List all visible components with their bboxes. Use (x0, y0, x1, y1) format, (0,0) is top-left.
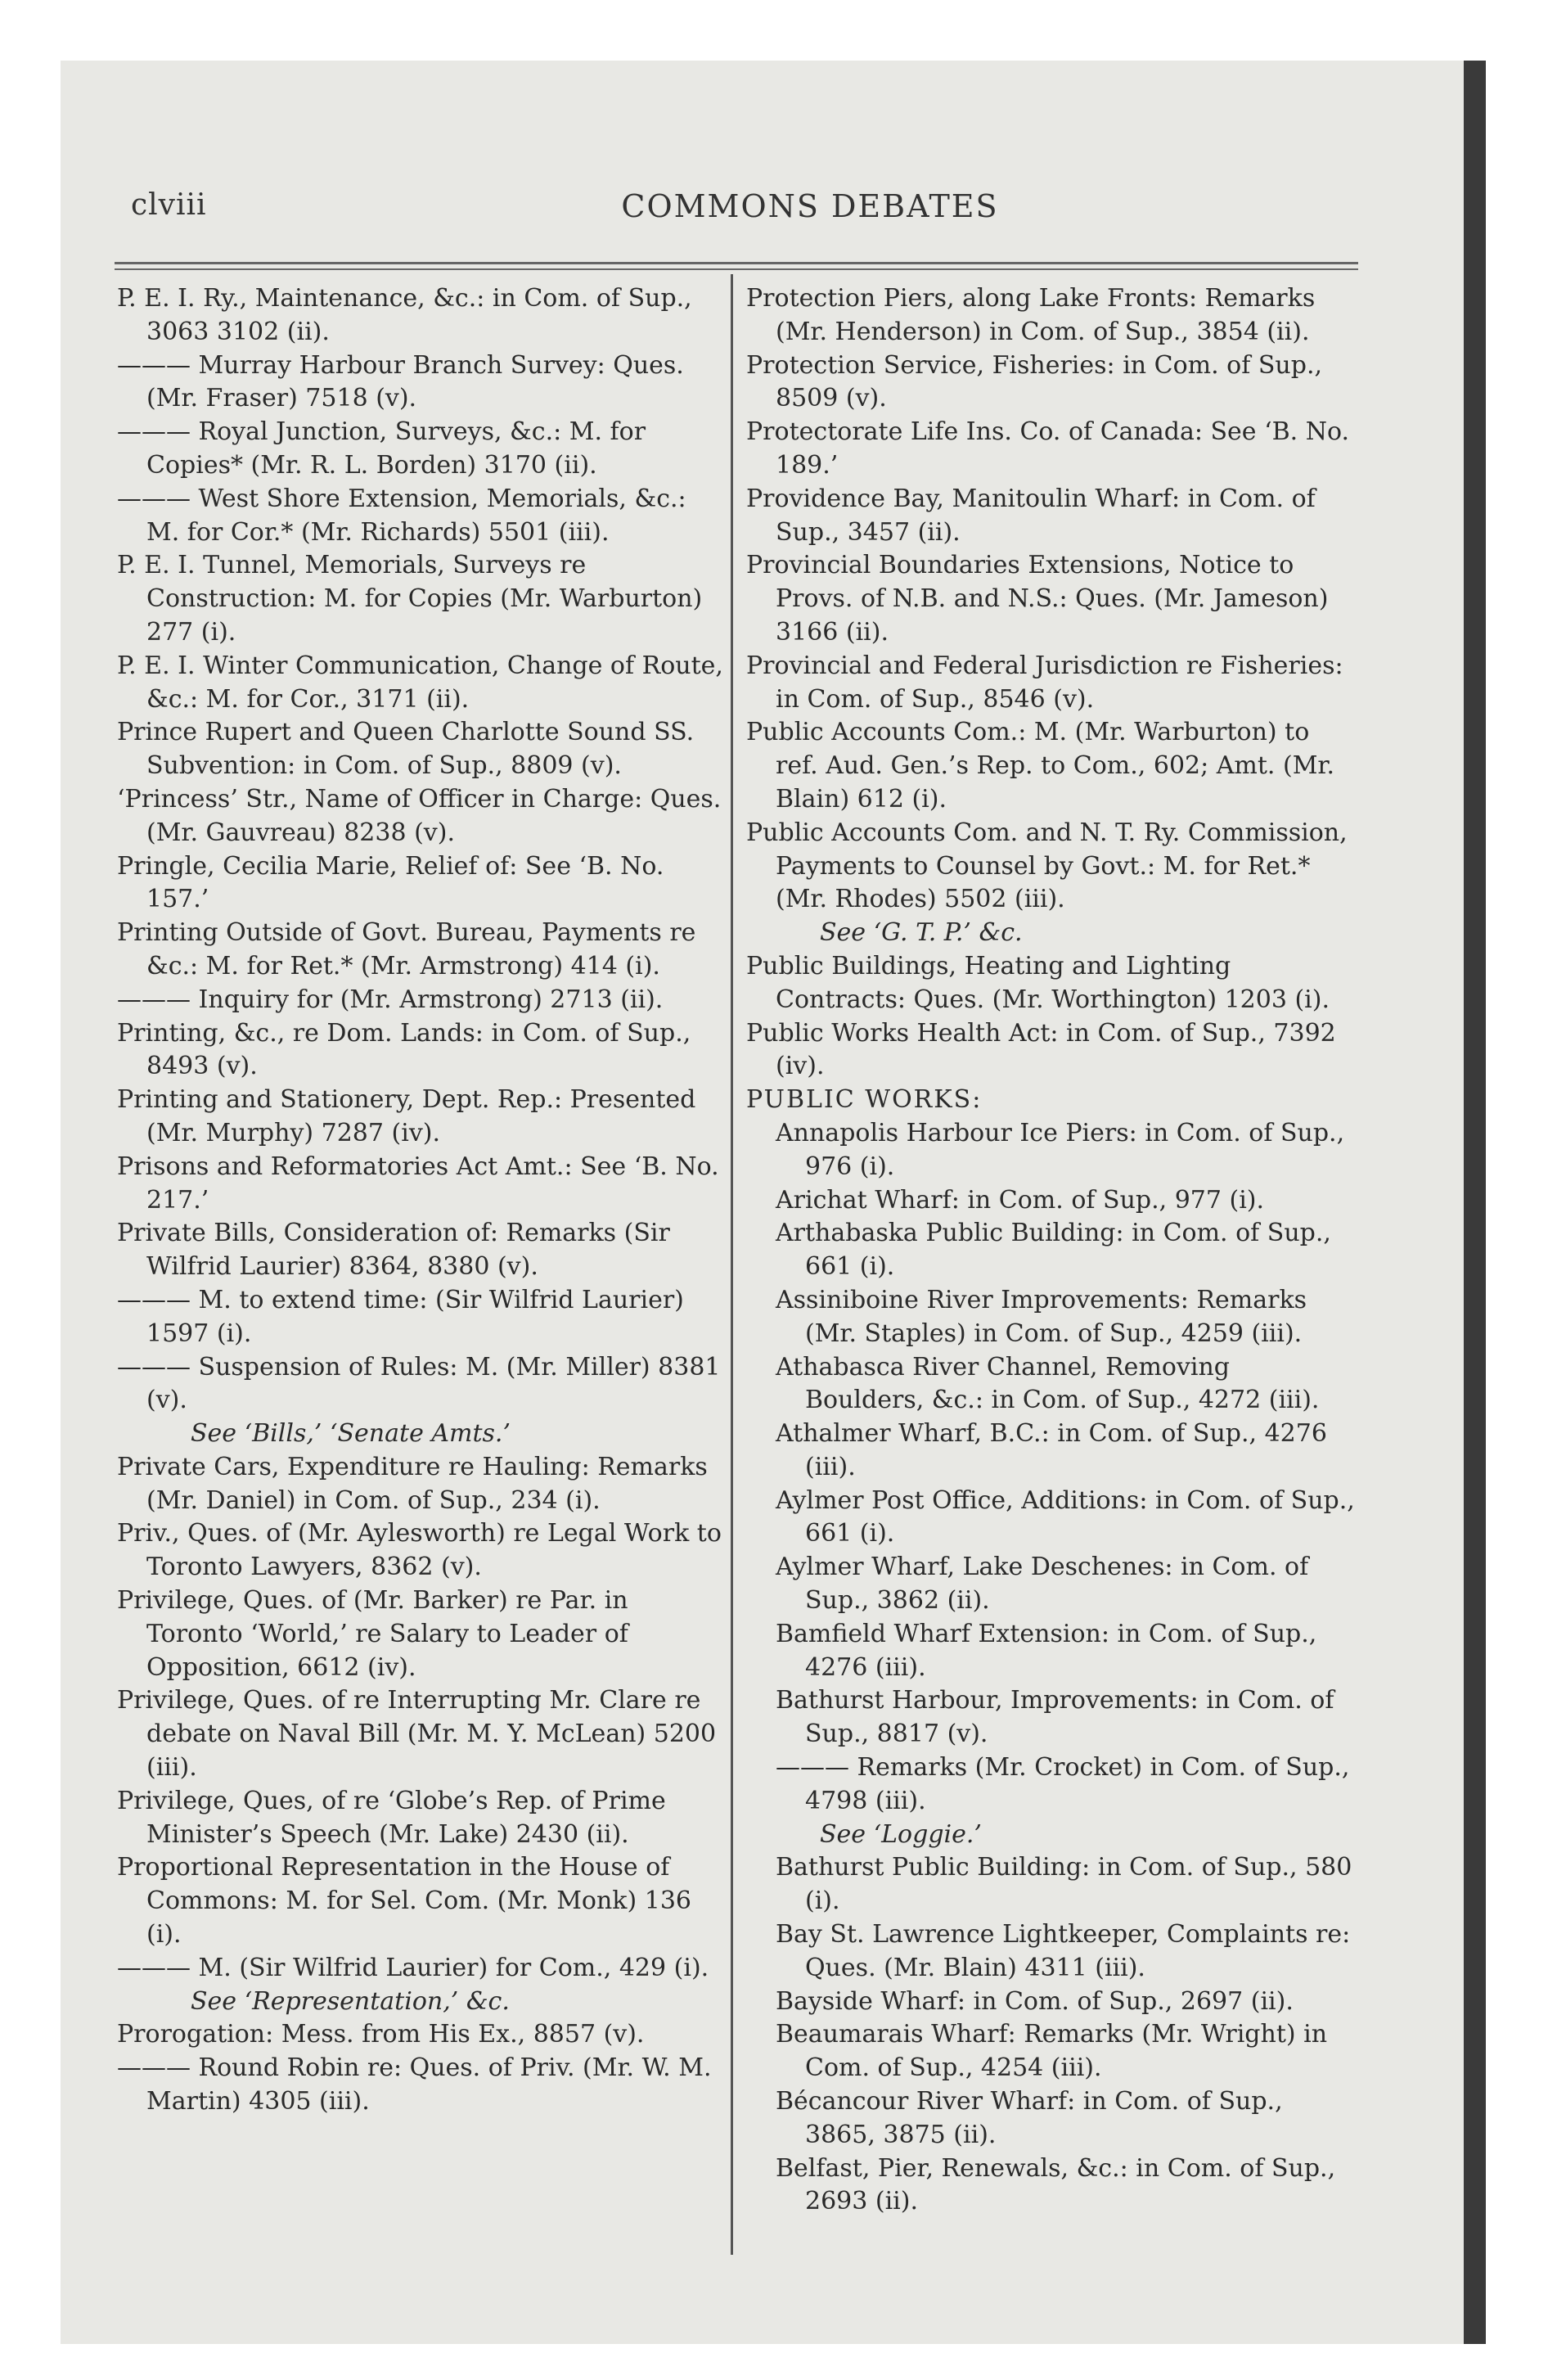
index-entry: Belfast, Pier, Renewals, &c.: in Com. of Sup., 2693 (ii). (776, 2153, 1336, 2216)
index-entry: ——— West Shore Extension, Memorials, &c.: M. for Cor.* (Mr. Richards) 5501 (iii). (117, 484, 686, 547)
index-entry: ——— Remarks (Mr. Crocket) in Com. of Sup., 4798 (iii). (776, 1753, 1350, 1815)
index-entry: Privilege, Ques. of (Mr. Barker) re Par. in Toronto ‘World,’ re Salary to Leader of Opposition, 6612 (iv). (117, 1586, 628, 1682)
see-reference: See ‘G. T. P.’ &c. (820, 918, 1023, 948)
index-entry: Priv., Ques. of (Mr. Aylesworth) re Legal Work to Toronto Lawyers, 8362 (v). (117, 1519, 722, 1582)
index-entry: ——— Suspension of Rules: M. (Mr. Miller) 8381 (v). (117, 1352, 721, 1415)
index-entry: Printing, &c., re Dom. Lands: in Com. of Sup., 8493 (v). (117, 1018, 691, 1081)
index-entry: Bay St. Lawrence Lightkeeper, Complaints re: Ques. (Mr. Blain) 4311 (iii). (776, 1920, 1351, 1982)
page-edge-shadow (1464, 61, 1486, 2344)
index-entry: P. E. I. Ry., Maintenance, &c.: in Com. of Sup., 3063 3102 (ii). (117, 284, 692, 346)
index-column-left (117, 282, 727, 2119)
see-reference: See ‘Representation,’ &c. (191, 1986, 510, 2016)
index-entry: Printing and Stationery, Dept. Rep.: Presented (Mr. Murphy) 7287 (iv). (117, 1085, 696, 1147)
index-entry: Prince Rupert and Queen Charlotte Sound SS. Subvention: in Com. of Sup., 8809 (v). (117, 718, 695, 781)
index-entry: Provincial and Federal Jurisdiction re Fisheries: in Com. of Sup., 8546 (v). (746, 651, 1343, 714)
index-entry: Public Works Health Act: in Com. of Sup., 7392 (iv). (746, 1018, 1336, 1081)
index-entry: Printing Outside of Govt. Bureau, Payments re &c.: M. for Ret.* (Mr. Armstrong) 414 (i). (117, 918, 696, 980)
index-entry: Bathurst Public Building: in Com. of Sup., 580 (i). (776, 1853, 1352, 1916)
index-entry: Arichat Wharf: in Com. of Sup., 977 (i). (776, 1185, 1265, 1215)
running-title: COMMONS DEBATES (621, 188, 999, 224)
index-entry: ——— Royal Junction, Surveys, &c.: M. for Copies* (Mr. R. L. Borden) 3170 (ii). (117, 417, 646, 480)
column-divider (731, 274, 733, 2255)
index-entry: Bamfield Wharf Extension: in Com. of Sup., 4276 (iii). (776, 1619, 1317, 1682)
index-entry: Protection Service, Fisheries: in Com. of Sup., 8509 (v). (746, 350, 1323, 413)
index-entry: Aylmer Post Office, Additions: in Com. of Sup., 661 (i). (776, 1485, 1355, 1548)
index-entry: Protectorate Life Ins. Co. of Canada: See ‘B. No. 189.’ (746, 417, 1350, 480)
index-entry: Bécancour River Wharf: in Com. of Sup., 3865, 3875 (ii). (776, 2087, 1283, 2149)
see-reference: See ‘Loggie.’ (820, 1819, 982, 1849)
index-entry: ——— M. (Sir Wilfrid Laurier) for Com., 429 (i). (117, 1953, 709, 1982)
index-column-right (746, 282, 1356, 2219)
index-entry: Proportional Representation in the House of Commons: M. for Sel. Com. (Mr. Monk) 136 (i). (117, 1853, 691, 1950)
index-entry: Public Accounts Com.: M. (Mr. Warburton) to ref. Aud. Gen.’s Rep. to Com., 602; Amt. (Mr. Blain) 612 (i). (746, 718, 1334, 814)
index-entry: Provincial Boundaries Extensions, Notice to Provs. of N.B. and N.S.: Ques. (Mr. Jameson) 3166 (ii). (746, 551, 1329, 647)
index-entry: Protection Piers, along Lake Fronts: Remarks (Mr. Henderson) in Com. of Sup., 3854 (ii). (746, 284, 1316, 346)
section-heading: PUBLIC WORKS: (746, 1085, 983, 1115)
index-entry: Public Accounts Com. and N. T. Ry. Commission, Payments to Counsel by Govt.: M. for Ret.* (Mr. Rhodes) 5502 (iii). (746, 818, 1348, 914)
index-entry: Pringle, Cecilia Marie, Relief of: See ‘B. No. 157.’ (117, 851, 664, 914)
index-entry: Private Bills, Consideration of: Remarks (Sir Wilfrid Laurier) 8364, 8380 (v). (117, 1219, 670, 1282)
see-reference: See ‘Bills,’ ‘Senate Amts.’ (191, 1419, 511, 1449)
index-entry: Bayside Wharf: in Com. of Sup., 2697 (ii). (776, 1986, 1294, 2016)
index-entry: ——— M. to extend time: (Sir Wilfrid Laurier) 1597 (i). (117, 1285, 684, 1348)
index-entry: P. E. I. Winter Communication, Change of Route, &c.: M. for Cor., 3171 (ii). (117, 651, 723, 714)
index-entry: ——— Inquiry for (Mr. Armstrong) 2713 (ii). (117, 985, 664, 1014)
index-entry: Prorogation: Mess. from His Ex., 8857 (v). (117, 2020, 645, 2049)
index-entry: Prisons and Reformatories Act Amt.: See ‘B. No. 217.’ (117, 1152, 719, 1215)
index-entry: Providence Bay, Manitoulin Wharf: in Com. of Sup., 3457 (ii). (746, 484, 1316, 547)
index-entry: P. E. I. Tunnel, Memorials, Surveys re Construction: M. for Copies (Mr. Warburton) 277 (i). (117, 551, 703, 647)
index-entry: Arthabaska Public Building: in Com. of Sup., 661 (i). (776, 1219, 1331, 1282)
index-entry: Assiniboine River Improvements: Remarks (Mr. Staples) in Com. of Sup., 4259 (iii). (776, 1285, 1307, 1348)
header-rule (115, 262, 1358, 264)
index-entry: Athalmer Wharf, B.C.: in Com. of Sup., 4276 (iii). (776, 1419, 1327, 1481)
index-entry: Bathurst Harbour, Improvements: in Com. of Sup., 8817 (v). (776, 1686, 1334, 1749)
index-entry: ——— Murray Harbour Branch Survey: Ques. (Mr. Fraser) 7518 (v). (117, 350, 684, 413)
index-entry: Privilege, Ques, of re ‘Globe’s Rep. of Prime Minister’s Speech (Mr. Lake) 2430 (ii). (117, 1786, 666, 1849)
header-rule-thin (115, 268, 1358, 270)
index-entry: Aylmer Wharf, Lake Deschenes: in Com. of Sup., 3862 (ii). (776, 1553, 1309, 1616)
index-entry: Athabasca River Channel, Removing Boulders, &c.: in Com. of Sup., 4272 (iii). (776, 1352, 1320, 1415)
index-entry: Privilege, Ques. of re Interrupting Mr. Clare re debate on Naval Bill (Mr. M. Y. McLean) 5200 (iii). (117, 1686, 717, 1783)
index-entry: Annapolis Harbour Ice Piers: in Com. of Sup., 976 (i). (776, 1118, 1345, 1181)
page-number: clviii (131, 188, 207, 222)
index-entry: ‘Princess’ Str., Name of Officer in Charge: Ques. (Mr. Gauvreau) 8238 (v). (117, 784, 722, 847)
index-entry: Private Cars, Expenditure re Hauling: Remarks (Mr. Daniel) in Com. of Sup., 234 (i). (117, 1452, 708, 1515)
index-entry: Beaumarais Wharf: Remarks (Mr. Wright) in Com. of Sup., 4254 (iii). (776, 2020, 1328, 2083)
index-entry: ——— Round Robin re: Ques. of Priv. (Mr. W. M. Martin) 4305 (iii). (117, 2053, 712, 2116)
index-entry: Public Buildings, Heating and Lighting Contracts: Ques. (Mr. Worthington) 1203 (i). (746, 951, 1330, 1014)
